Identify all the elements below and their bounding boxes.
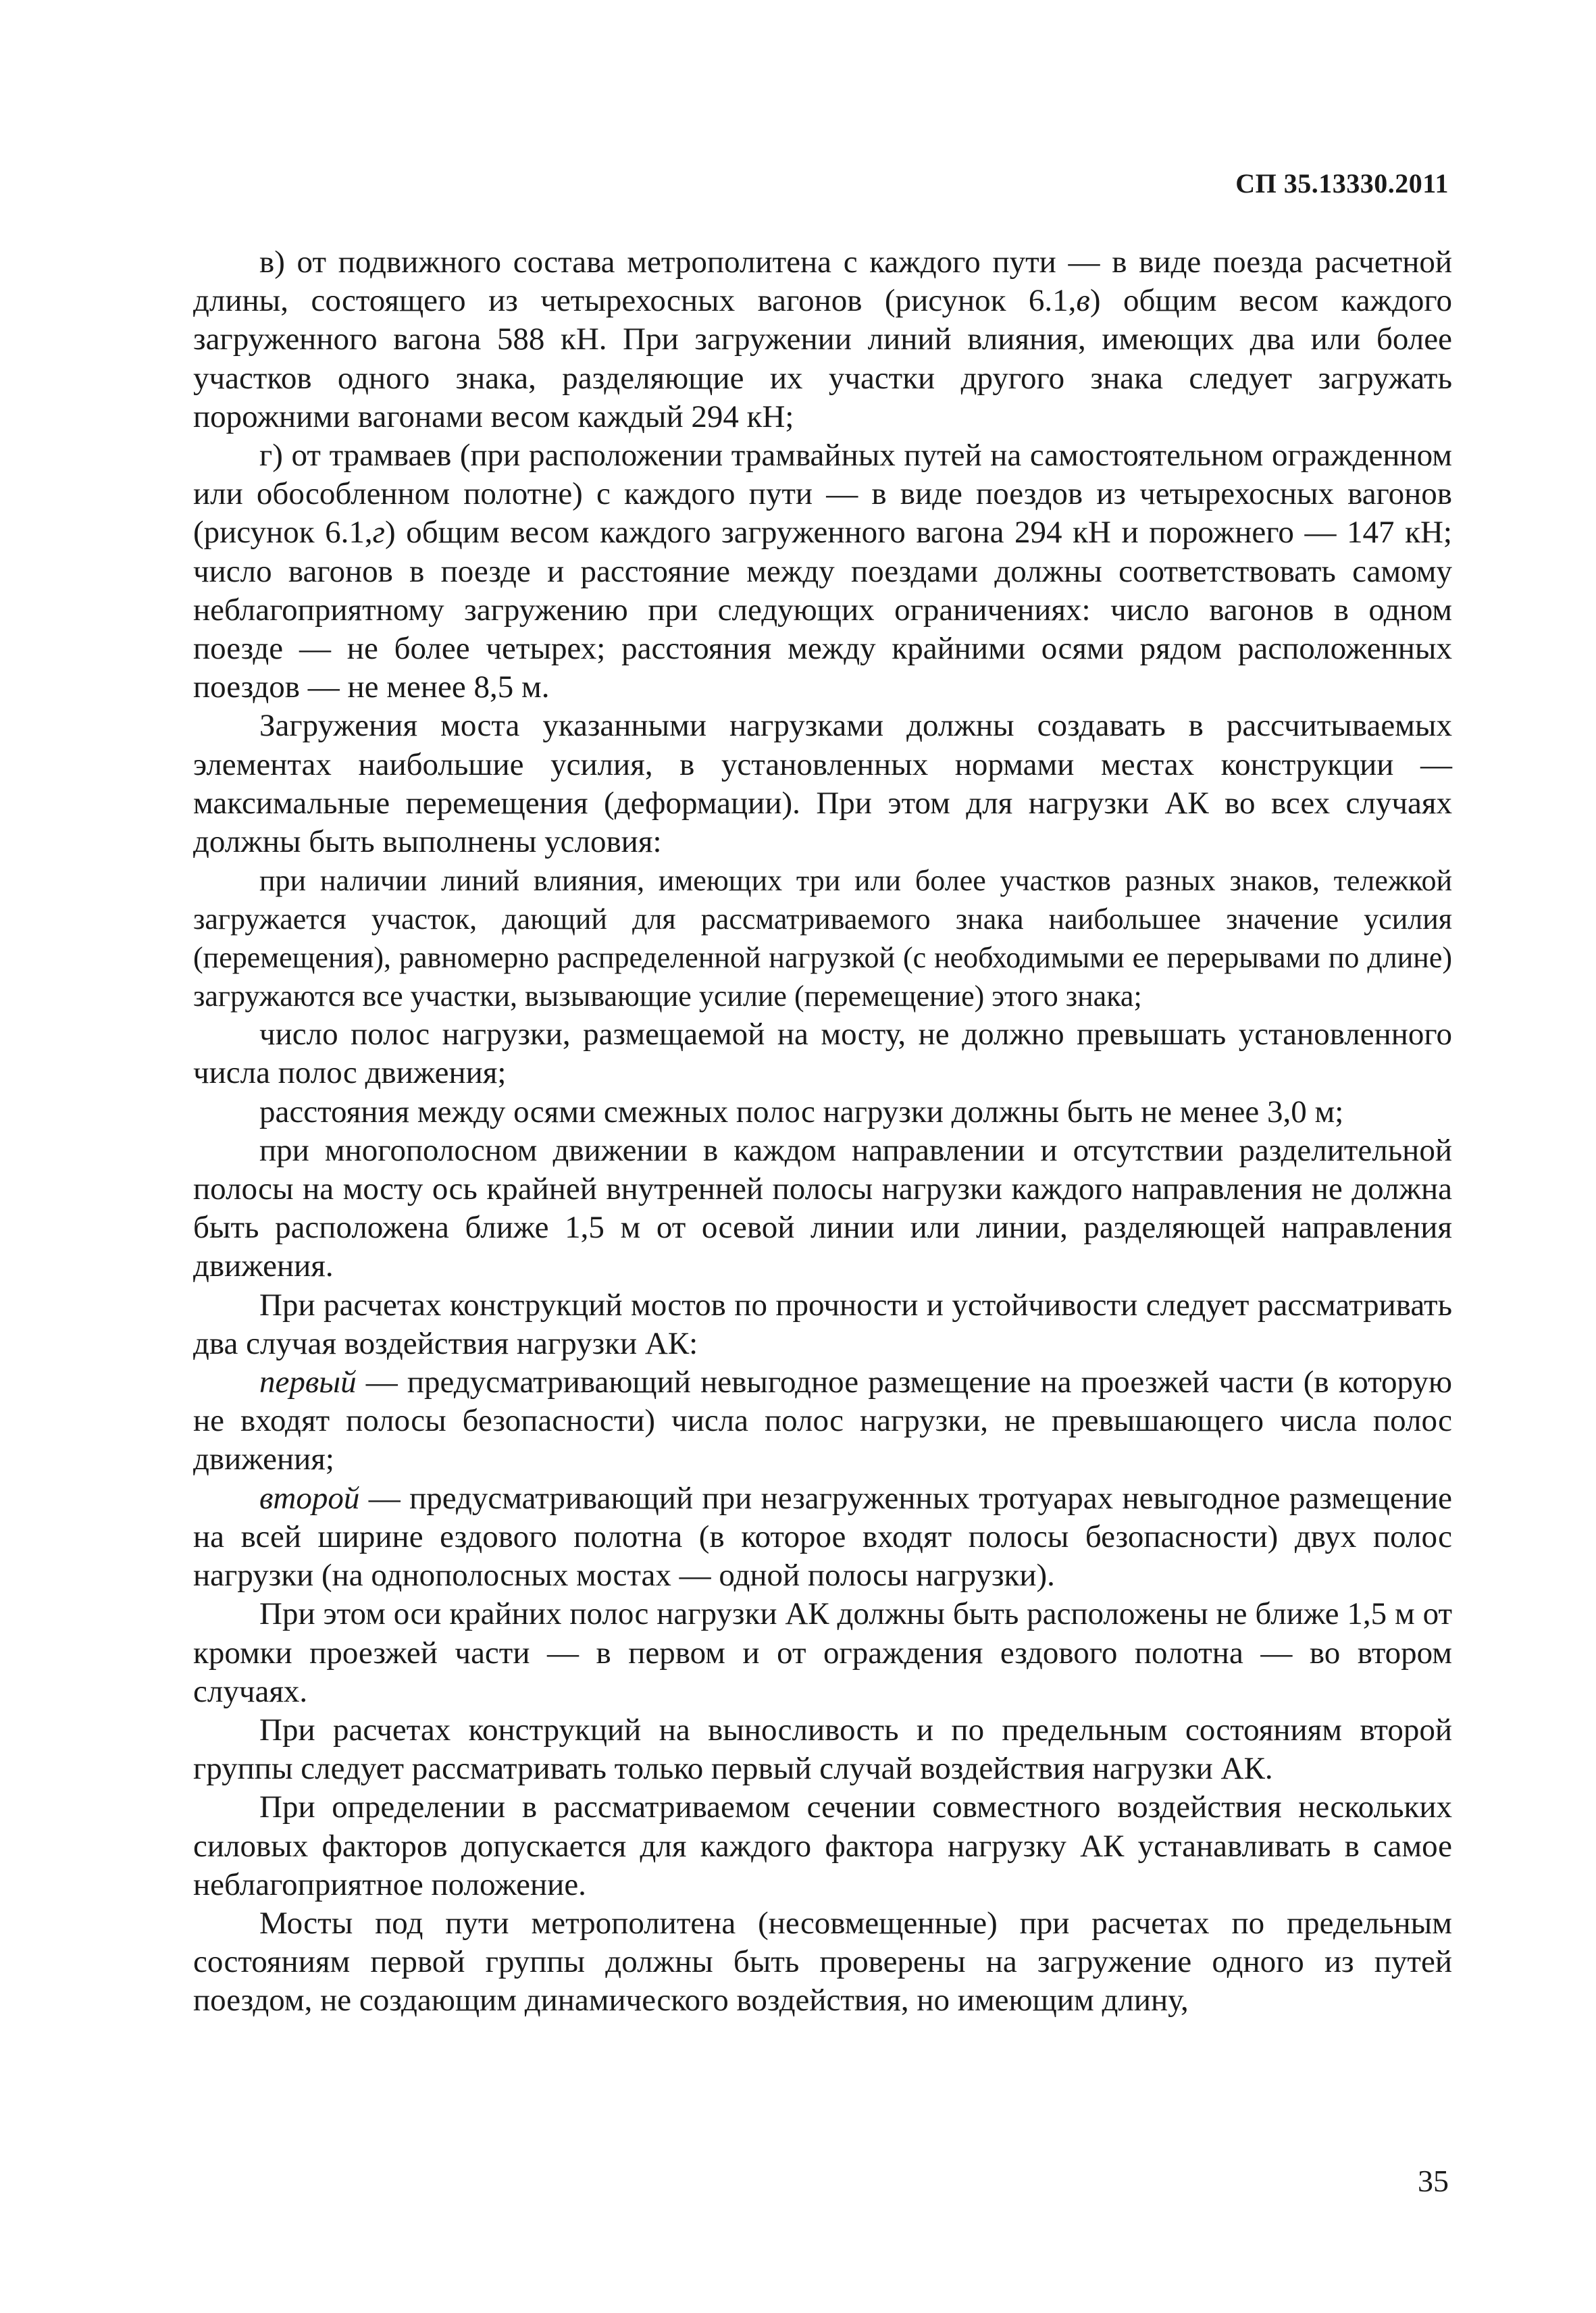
- document-code: СП 35.13330.2011: [1235, 168, 1449, 199]
- paragraph-axis-distance: При этом оси крайних полос нагрузки АК должны быть расположены не ближе 1,5 м от кромки проезжей части — в первом и от ограждения ездового полотна — во втором случаях.: [193, 1596, 1452, 1709]
- paragraph-influence-lines: при наличии линий влияния, имеющих три или более участков разных знаков, тележкой загружается участок, дающий для рассматриваемого знака наибольшее значение усилия (перемещения), равномерно распределенной нагрузкой (с необходимыми ее перерывами по длине) загружаются все участки, вызывающие усилие (перемещение) этого знака;: [193, 864, 1452, 1013]
- paragraph-metro-load: в) от подвижного состава метрополитена с каждого пути — в виде поезда расчетной длины, состоящего из четырехосных вагонов (рисунок 6.1,в) общим весом каждого загруженного вагона 588 кН. При загружении линий влияния, имеющих два или более участков одного знака, разделяющие их участки другого знака следует загружать порожними вагонами весом каждый 294 кН;: [193, 245, 1452, 434]
- paragraph-multilane: при многополосном движении в каждом направлении и отсутствии разделительной полосы на мосту ось крайней внутренней полосы нагрузки каждого направления не должна быть расположена ближе 1,5 м от осевой линии или линии, разделяющей направления движения.: [193, 1132, 1452, 1284]
- paragraph-lane-count: число полос нагрузки, размещаемой на мосту, не должно превышать установленного числа полос движения;: [193, 1017, 1452, 1091]
- paragraph-case-first: первый — предусматривающий невыгодное размещение на проезжей части (в которую не входят полосы безопасности) числа полос нагрузки, не превышающего числа полос движения;: [193, 1365, 1452, 1477]
- page-number: 35: [1418, 2164, 1449, 2198]
- paragraph-endurance: При расчетах конструкций на выносливость и по предельным состояниям второй группы следует рассматривать только первый случай воздействия нагрузки АК.: [193, 1712, 1452, 1787]
- paragraph-tram-load: г) от трамваев (при расположении трамвайных путей на самостоятельном огражденном или обособленном полотне) с каждого пути — в виде поездов из четырехосных вагонов (рисунок 6.1,г) общим весом каждого загруженного вагона 294 кН и порожнего — 147 кН; число вагонов в поезде и расстояние между поездами должны соответствовать самому неблагоприятному загружению при следующих ограничениях: число вагонов в одном поезде — не более четырех; расстояния между крайними осями рядом расположенных поездов — не менее 8,5 м.: [193, 438, 1452, 705]
- paragraph-loading-conditions: Загружения моста указанными нагрузками должны создавать в рассчитываемых элементах наибольшие усилия, в установленных нормами местах конструкции — максимальные перемещения (деформации). При этом для нагрузки АК во всех случаях должны быть выполнены условия:: [193, 708, 1452, 860]
- body-text: [193, 243, 1452, 2020]
- paragraph-lane-spacing: расстояния между осями смежных полос нагрузки должны быть не менее 3,0 м;: [259, 1094, 1344, 1129]
- paragraph-combined-forces: При определении в рассматриваемом сечении совместного воздействия нескольких силовых факторов допускается для каждого фактора нагрузку АК устанавливать в самое неблагоприятное положение.: [193, 1789, 1452, 1902]
- paragraph-strength-cases: При расчетах конструкций мостов по прочности и устойчивости следует рассматривать два случая воздействия нагрузки АК:: [193, 1287, 1452, 1361]
- paragraph-metro-bridges: Мосты под пути метрополитена (несовмещенные) при расчетах по предельным состояниям первой группы должны быть проверены на загружение одного из путей поездом, не создающим динамического воздействия, но имеющим длину,: [193, 1905, 1452, 2018]
- paragraph-case-second: второй — предусматривающий при незагруженных тротуарах невыгодное размещение на всей ширине ездового полотна (в которое входят полосы безопасности) двух полос нагрузки (на однополосных мостах — одной полосы нагрузки).: [193, 1480, 1452, 1594]
